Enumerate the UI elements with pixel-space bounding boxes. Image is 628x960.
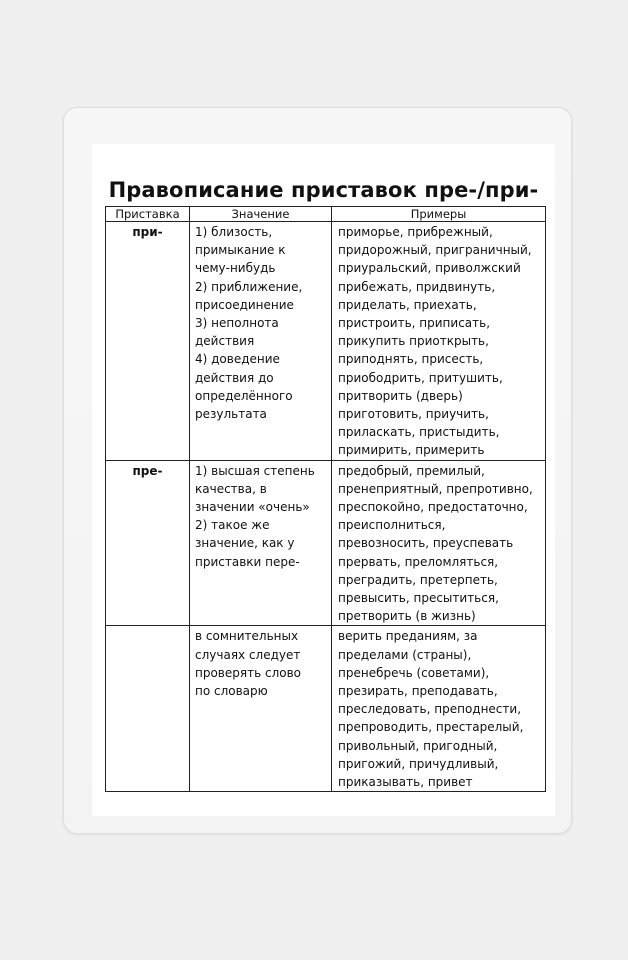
prefix-cell: пре- <box>106 460 190 626</box>
meaning-line: значении «очень» <box>195 500 310 515</box>
table-row <box>106 460 546 626</box>
example-line: преспокойно, предостаточно, <box>338 500 528 515</box>
meaning-cell <box>190 460 332 626</box>
example-line: приделать, приехать, <box>338 297 477 312</box>
example-line: приподнять, присесть, <box>338 352 484 367</box>
example-line: приготовить, приучить, <box>338 407 489 422</box>
meaning-line: приставки пере- <box>195 554 300 569</box>
example-line: пристроить, приписать, <box>338 316 491 331</box>
meaning-line: проверять слово <box>195 665 301 680</box>
table-row <box>106 222 546 461</box>
meaning-line: по словарю <box>195 684 268 699</box>
example-line: преследовать, преподнести, <box>338 702 522 717</box>
meaning-line: присоединение <box>195 297 294 312</box>
meaning-line: результата <box>195 407 267 422</box>
example-line: прикупить приоткрыть, <box>338 334 489 349</box>
examples-cell <box>332 222 546 461</box>
header-prefix: Приставка <box>106 207 190 222</box>
example-line: приказывать, привет <box>338 775 473 790</box>
example-line: превозносить, преуспевать <box>338 536 514 551</box>
example-line: притворить (дверь) <box>338 388 463 403</box>
example-line: приморье, прибрежный, <box>338 225 493 239</box>
example-line: приободрить, притушить, <box>338 370 503 385</box>
example-line: прибежать, придвинуть, <box>338 279 496 294</box>
meaning-line: определённого <box>195 388 293 403</box>
example-line: пренеприятный, препротивно, <box>338 481 533 496</box>
example-line: предобрый, премилый, <box>338 463 485 478</box>
meaning-line: чему-нибудь <box>195 261 276 276</box>
rules-table <box>105 206 546 792</box>
example-line: преисполниться, <box>338 518 446 533</box>
example-line: презирать, преподавать, <box>338 684 498 699</box>
document-sheet <box>92 144 555 816</box>
example-line: придорожный, приграничный, <box>338 243 532 258</box>
examples-cell <box>332 626 546 792</box>
example-line: преградить, претерпеть, <box>338 572 498 587</box>
header-meaning: Значение <box>190 207 332 222</box>
header-examples: Примеры <box>332 207 546 222</box>
example-line: примирить, примерить <box>338 443 485 458</box>
meaning-line: 4) доведение <box>195 352 280 367</box>
document-title: Правописание приставок пре-/при- <box>108 178 539 202</box>
meaning-line: в сомнительных <box>195 629 299 644</box>
example-line: приуральский, приволжский <box>338 261 521 276</box>
meaning-line: 2) приближение, <box>195 279 303 294</box>
example-line: претворить (в жизнь) <box>338 609 476 624</box>
example-line: превысить, пресытиться, <box>338 591 499 606</box>
meaning-line: 1) высшая степень <box>195 463 315 478</box>
example-line: препроводить, престарелый, <box>338 720 524 735</box>
example-line: прервать, преломляться, <box>338 554 499 569</box>
meaning-line: 1) близость, <box>195 225 273 239</box>
example-line: приласкать, пристыдить, <box>338 425 500 440</box>
meaning-line: действия <box>195 334 255 349</box>
example-line: привольный, пригодный, <box>338 738 498 753</box>
example-line: пригожий, причудливый, <box>338 756 499 771</box>
meaning-cell <box>190 626 332 792</box>
prefix-cell <box>106 626 190 792</box>
meaning-line: качества, в <box>195 481 267 496</box>
prefix-cell: при- <box>106 222 190 461</box>
meaning-line: примыкание к <box>195 243 286 258</box>
examples-cell <box>332 460 546 626</box>
meaning-line: значение, как у <box>195 536 295 551</box>
meaning-line: 2) такое же <box>195 518 270 533</box>
table-row <box>106 626 546 792</box>
example-line: пределами (страны), <box>338 647 472 662</box>
meaning-line: случаях следует <box>195 647 301 662</box>
meaning-line: действия до <box>195 370 274 385</box>
example-line: верить преданиям, за <box>338 629 478 644</box>
example-line: пренебречь (советами), <box>338 665 490 680</box>
table-header-row <box>106 207 546 222</box>
meaning-cell <box>190 222 332 461</box>
meaning-line: 3) неполнота <box>195 316 279 331</box>
